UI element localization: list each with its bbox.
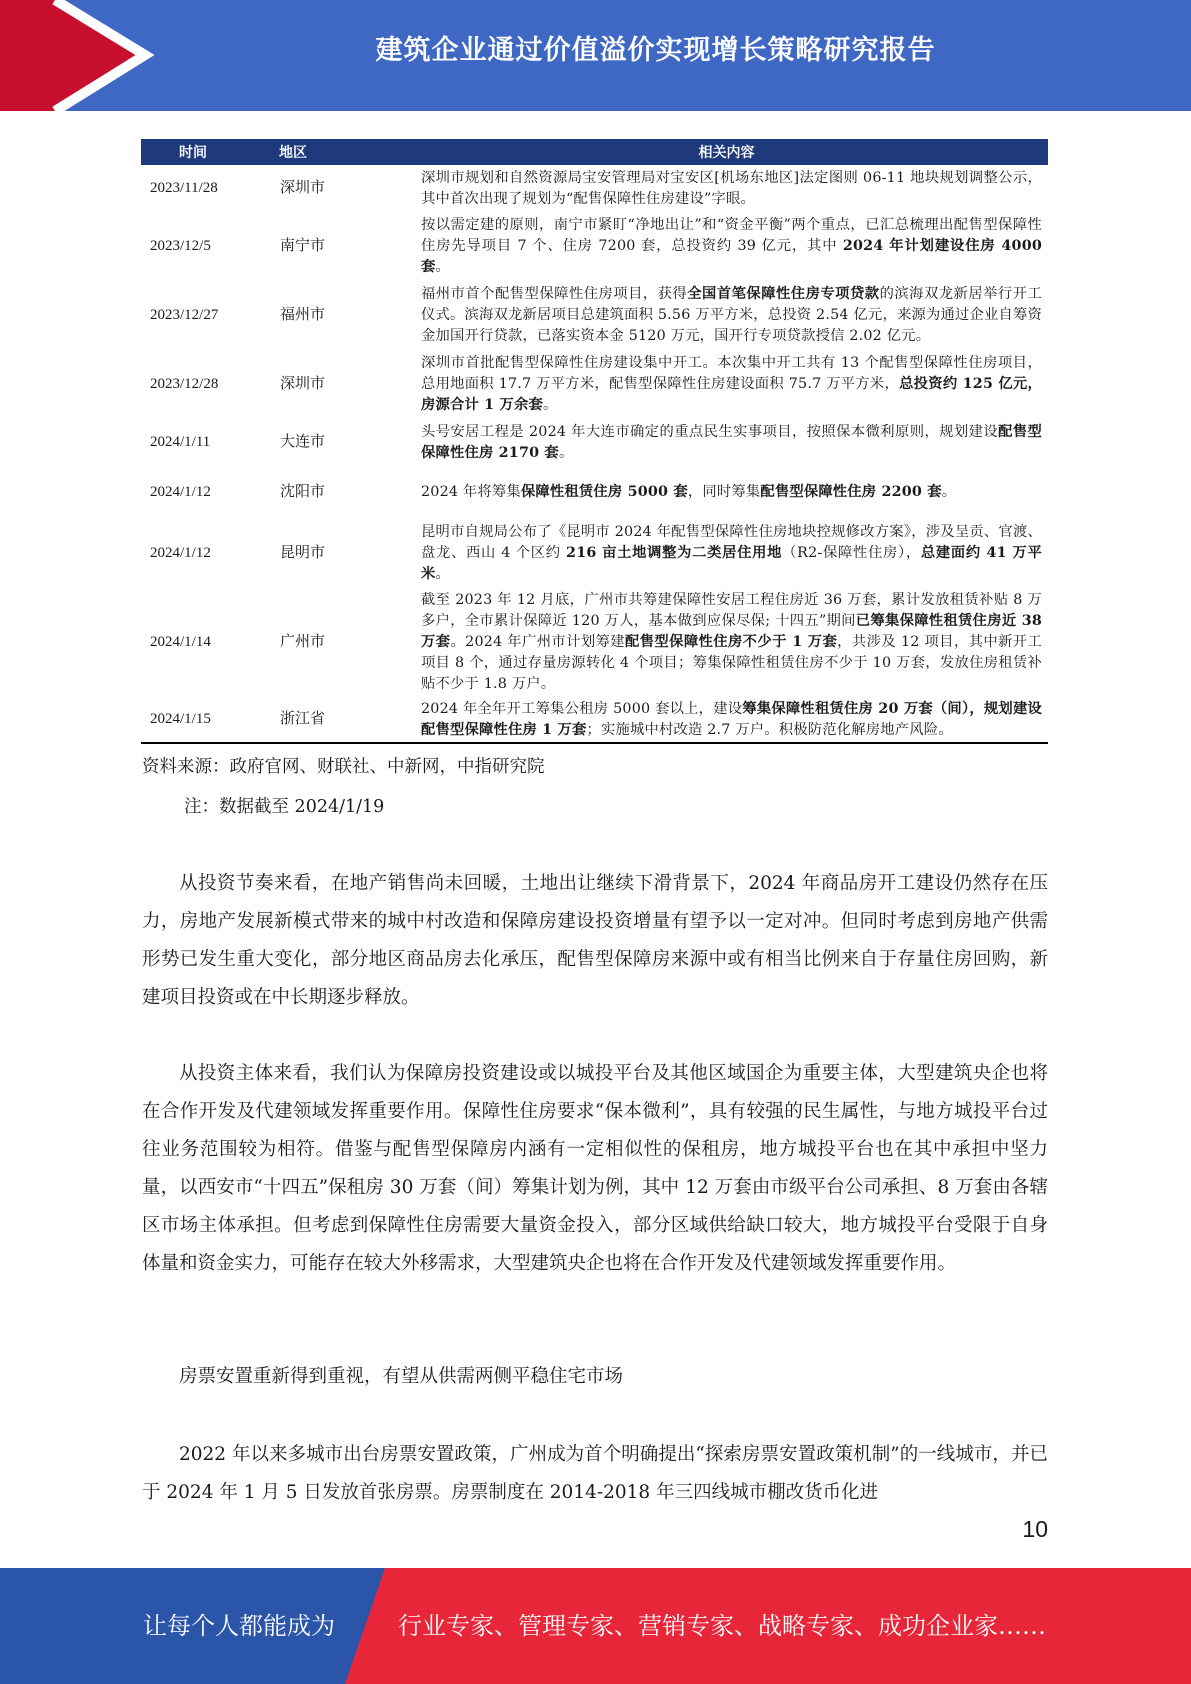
content-text: （R2-保障性住房）， — [782, 544, 921, 561]
date-region-cell — [141, 697, 405, 743]
highlight-text: 总投资约 125 亿元，房源合计 1 万余套 — [421, 376, 1042, 413]
row-content — [405, 212, 1048, 281]
content-text: 。 — [941, 484, 957, 500]
report-footer — [0, 1568, 1191, 1684]
date-region-cell — [141, 519, 405, 587]
body-paragraph-2: 从投资主体来看，我们认为保障房投资建设或以城投平台及其他区域国企为重要主体，大型建筑央企也将在合作开发及代建领域发挥重要作用。保障性住房要求“保本微利”，具有较强的民生属性，与地方城投平台过往业务范围较为相符。借鉴与配售型保障房内涵有一定相似性的保租房，地方城投平台也在其中承担中坚力量，以西安市“十四五”保租房 30 万套（间）筹集计划为例，其中 12 万套由市级平台公司承担、8 万套由各辖区市场主体承担。但考虑到保障性住房需要大量资金投入，部分区域供给缺口较大，地方城投平台受限于自身体量和资金实力，可能存在较大外移需求，大型建筑央企也将在合作开发及代建领域发挥重要作用。 — [142, 1063, 1048, 1274]
report-header — [0, 0, 1191, 111]
table-row — [141, 697, 1048, 743]
row-content — [405, 519, 1048, 587]
row-date: 2024/1/14 — [150, 633, 211, 650]
content-text: ，共涉及 12 项目，其中新开工项目 8 个，通过存量房源转化 4 个项目；筹集保障性租赁住房不少于 10 万套，发放住房租赁补贴不少于 1.8 万户。 — [421, 633, 1043, 692]
section-heading: 房票安置重新得到重视，有望从供需两侧平稳住宅市场 — [179, 1366, 624, 1387]
date-region-cell — [141, 165, 405, 212]
footer-slogan-right: 行业专家、管理专家、营销专家、战略专家、成功企业家…… — [398, 1612, 1046, 1640]
table-row — [141, 281, 1048, 350]
row-content — [405, 697, 1048, 743]
row-region: 浙江省 — [280, 711, 326, 727]
date-region-cell — [141, 419, 405, 466]
highlight-text: 已筹集保障性租赁住房近 38 万套 — [421, 612, 1043, 650]
column-header-region: 地区 — [279, 145, 307, 161]
date-region-cell — [141, 212, 405, 281]
content-text: 深圳市首批配售型保障性住房建设集中开工。本次集中开工共有 13 个配售型保障性住房项目，总用地面积 17.7 万平方米，配售型保障性住房建设面积 75.7 万平方米， — [421, 355, 1042, 392]
report-title: 建筑企业通过价值溢价实现增长策略研究报告 — [375, 35, 936, 66]
row-region: 福州市 — [280, 307, 326, 323]
content-text: 。 — [542, 397, 558, 413]
content-text: 按以需定建的原则，南宁市紧盯“净地出让”和“资金平衡”两个重点，已汇总梳理出配售型保障性住房先导项目 7 个、住房 7200 套，总投资约 39 亿元，其中 — [421, 217, 1042, 254]
content-text: 。 — [558, 444, 574, 461]
table-row — [141, 519, 1048, 587]
table-body — [141, 165, 1048, 743]
row-region: 南宁市 — [280, 238, 326, 254]
row-date: 2024/1/12 — [150, 544, 211, 561]
content-text: 2024 年全年开工筹集公租房 5000 套以上，建设 — [421, 700, 743, 717]
column-header-date: 时间 地区 — [141, 139, 405, 165]
highlight-text: 216 亩土地调整为二类居住用地 — [566, 544, 783, 561]
highlight-text: 配售型保障性住房不少于 1 万套 — [624, 633, 838, 650]
date-region-cell — [141, 350, 405, 419]
content-text: 。 — [435, 565, 450, 582]
row-date: 2023/12/28 — [150, 376, 219, 392]
date-region-cell — [141, 587, 405, 697]
content-text: 头号安居工程是 2024 年大连市确定的重点民生实事项目，按照保本微利原则，规划建设 — [421, 423, 999, 440]
content-text: 2024 年将筹集 — [421, 484, 521, 500]
row-region: 沈阳市 — [280, 484, 326, 500]
table-row — [141, 350, 1048, 419]
row-content — [405, 419, 1048, 466]
content-text: 深圳市规划和自然资源局宝安管理局对宝安区[机场东地区]法定图则 06-11 地块规划调整公示，其中首次出现了规划为“配售保障性住房建设”字眼。 — [421, 169, 1042, 207]
table-row — [141, 587, 1048, 697]
content-text: 的滨海双龙新居举行开工仪式。滨海双龙新居项目总建筑面积 5.56 万平方米，总投资 2.54 亿元，来源为通过企业自筹资金加国开行贷款，已落实资本金 5120 万元，国开行专项贷款授信 2.02 亿元。 — [421, 286, 1042, 344]
content-text: 。2024 年广州市计划筹建 — [450, 633, 625, 650]
page-number: 10 — [1022, 1516, 1048, 1542]
content-text: 昆明市自规局公布了《昆明市 2024 年配售型保障性住房地块控规修改方案》，涉及呈贡、官渡、盘龙、西山 4 个区约 — [421, 523, 1042, 561]
footer-slogan-left: 让每个人都能成为 — [143, 1612, 335, 1640]
table-row — [141, 212, 1048, 281]
row-date: 2023/12/5 — [150, 238, 211, 254]
row-content — [405, 281, 1048, 350]
date-region-cell — [141, 281, 405, 350]
row-region: 广州市 — [280, 633, 326, 650]
row-content — [405, 350, 1048, 419]
row-date: 2024/1/11 — [150, 434, 211, 450]
content-text: ，同时筹集 — [687, 484, 761, 500]
date-note: 注：数据截至 2024/1/19 — [184, 797, 385, 817]
source-note: 资料来源：政府官网、财联社、中新网，中指研究院 — [142, 757, 545, 777]
highlight-text: 配售型保障性住房 2170 套 — [421, 423, 1042, 461]
row-content — [405, 165, 1048, 212]
date-region-cell — [141, 466, 405, 519]
content-text: 截至 2023 年 12 月底，广州市共筹建保障性安居工程住房近 36 万套，累计发放租赁补贴 8 万多户，全市累计保障近 120 万人，基本做到应保尽保; 十四五”期间 — [421, 591, 1042, 629]
highlight-text: 总建面约 41 万平米 — [421, 544, 1042, 582]
policy-table — [141, 139, 1048, 744]
body-paragraph-1: 从投资节奏来看，在地产销售尚未回暖，土地出让继续下滑背景下，2024 年商品房开工建设仍然存在压力，房地产发展新模式带来的城中村改造和保障房建设投资增量有望予以一定对冲。但同时考虑到房地产供需形势已发生重大变化，部分地区商品房去化承压，配售型保障房来源中或有相当比例来自于存量住房回购，新建项目投资或在中长期逐步释放。 — [142, 873, 1048, 1008]
content-text: 。 — [435, 259, 450, 275]
highlight-text: 2024 年计划建设住房 4000 套 — [421, 238, 1043, 275]
highlight-text: 保障性租赁住房 5000 套 — [520, 484, 688, 500]
content-text: 福州市首个配售型保障性住房项目，获得 — [421, 286, 688, 302]
row-region: 大连市 — [280, 434, 326, 450]
row-date: 2024/1/15 — [150, 711, 211, 727]
table-row — [141, 165, 1048, 212]
row-region: 深圳市 — [280, 180, 326, 196]
highlight-text: 筹集保障性租赁住房 20 万套（间），规划建设配售型保障性住房 1 万套 — [421, 700, 1042, 738]
highlight-text: 配售型保障性住房 2200 套 — [760, 484, 942, 500]
row-date: 2024/1/12 — [150, 484, 211, 500]
content-text: ；实施城中村改造 2.7 万户。积极防范化解房地产风险。 — [586, 721, 953, 738]
row-content — [405, 466, 1048, 519]
body-paragraph-3: 2022 年以来多城市出台房票安置政策，广州成为首个明确提出“探索房票安置政策机制”的一线城市，并已于 2024 年 1 月 5 日发放首张房票。房票制度在 2014-2018 年三四线城市棚改货币化进 — [142, 1444, 1048, 1503]
table-row — [141, 419, 1048, 466]
highlight-text: 全国首笔保障性住房专项贷款 — [687, 286, 880, 302]
row-date: 2023/11/28 — [150, 180, 218, 196]
row-content — [405, 587, 1048, 697]
table-header-row — [141, 139, 1048, 165]
table-row — [141, 466, 1048, 519]
row-region: 昆明市 — [280, 544, 326, 561]
row-date: 2023/12/27 — [150, 307, 219, 323]
column-header-content: 相关内容 — [405, 139, 1048, 165]
row-region: 深圳市 — [280, 376, 326, 392]
